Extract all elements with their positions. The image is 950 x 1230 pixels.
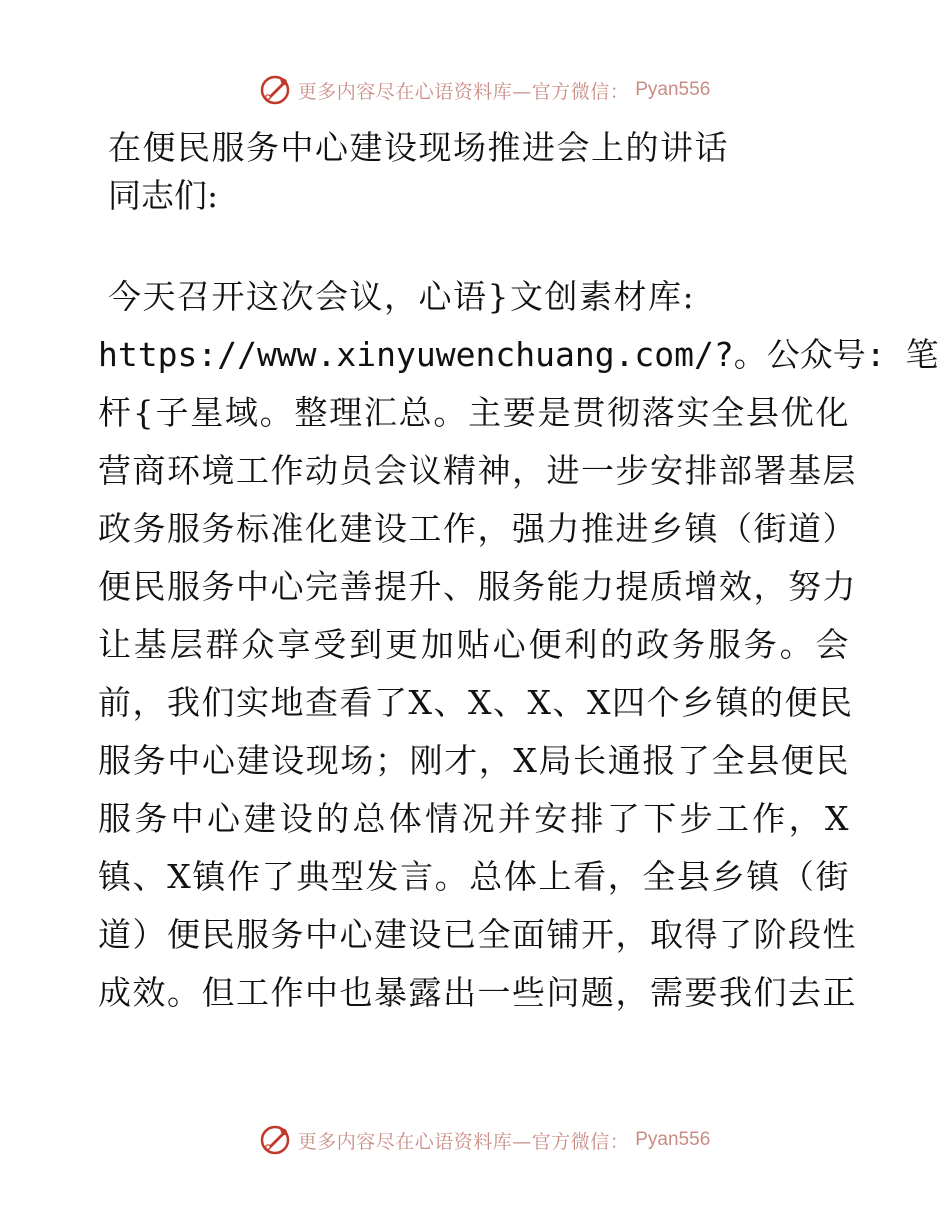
paragraph-line: 镇、X镇作了典型发言。总体上看，全县乡镇（街: [98, 857, 850, 896]
quill-logo-icon: [258, 1123, 292, 1157]
paragraph-line: 营商环境工作动员会议精神，进一步安排部署基层: [98, 451, 857, 490]
paragraph-line: 便民服务中心完善提升、服务能力提质增效，努力: [98, 567, 857, 606]
greeting: 同志们:: [108, 176, 219, 215]
watermark-text: 更多内容尽在心语资料库—官方微信：: [297, 80, 630, 103]
paragraph-line: 前，我们实地查看了X、X、X、X四个乡镇的便民: [98, 683, 854, 722]
document-title: 在便民服务中心建设现场推进会上的讲话: [108, 128, 729, 167]
paragraph-line: 今天召开这次会议，心语}文创素材库:: [108, 277, 696, 316]
footer-watermark: [0, 1120, 950, 1160]
watermark-wechat-id: Pyan556: [635, 1129, 711, 1150]
quill-logo-icon: [258, 73, 292, 107]
paragraph-line: 成效。但工作中也暴露出一些问题，需要我们去正: [98, 973, 857, 1012]
watermark-text: 更多内容尽在心语资料库—官方微信：: [297, 1130, 630, 1153]
paragraph-line: 服务中心建设的总体情况并安排了下步工作，X: [98, 799, 850, 838]
watermark-wechat-id: Pyan556: [635, 79, 711, 100]
paragraph-line: 杆{子星域。整理汇总。主要是贯彻落实全县优化: [98, 393, 850, 432]
paragraph-line: 政务服务标准化建设工作，强力推进乡镇（街道）: [98, 509, 857, 548]
paragraph-line: 服务中心建设现场；刚才，X局长通报了全县便民: [98, 741, 850, 780]
header-watermark: [0, 70, 950, 110]
body-paragraph: [98, 268, 939, 1022]
paragraph-line: 道）便民服务中心建设已全面铺开，取得了阶段性: [98, 915, 857, 954]
paragraph-line: 让基层群众享受到更加贴心便利的政务服务。会: [98, 625, 850, 664]
paragraph-line-url: https://www.xinyuwenchuang.com/?。公众号: 笔: [98, 335, 939, 374]
